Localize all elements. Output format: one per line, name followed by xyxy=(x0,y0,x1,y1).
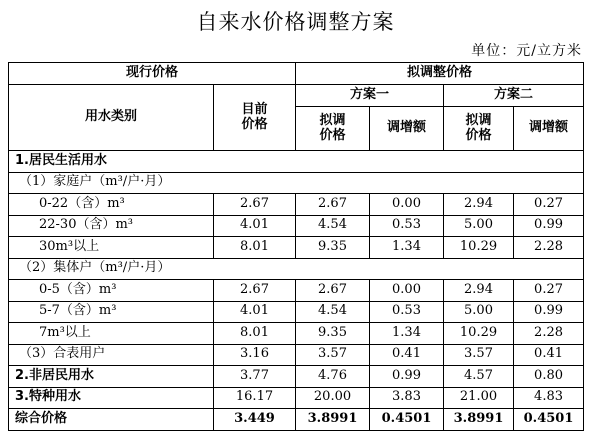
table-row xyxy=(9,366,584,388)
plan1-increase-cell: 1.34 xyxy=(370,237,444,259)
header-plan2-increase: 调增额 xyxy=(514,107,584,151)
plan1-price-cell: 9.35 xyxy=(296,323,370,345)
plan2-increase-cell: 4.83 xyxy=(514,387,584,409)
table-row xyxy=(9,237,584,259)
plan2-increase-cell: 2.28 xyxy=(514,323,584,345)
current-price-cell: 8.01 xyxy=(214,237,296,259)
plan2-price-cell: 3.57 xyxy=(444,344,514,366)
plan1-price-cell: 3.8991 xyxy=(296,409,370,431)
table-row xyxy=(9,280,584,302)
current-price-cell: 3.16 xyxy=(214,344,296,366)
current-price-cell: 2.67 xyxy=(214,194,296,216)
plan1-increase-cell: 0.53 xyxy=(370,301,444,323)
plan1-price-cell: 2.67 xyxy=(296,280,370,302)
header-proposed-price: 拟调整价格 xyxy=(296,63,584,85)
plan2-increase-cell: 0.4501 xyxy=(514,409,584,431)
row-label: 0-22（含）m³ xyxy=(9,194,214,216)
current-price-cell: 8.01 xyxy=(214,323,296,345)
plan2-increase-cell: 0.99 xyxy=(514,301,584,323)
table-row xyxy=(9,194,584,216)
header-plan1: 方案一 xyxy=(296,85,444,107)
plan2-price-cell: 2.94 xyxy=(444,194,514,216)
row-label: （2）集体户（m³/户·月） xyxy=(9,258,584,280)
plan2-price-cell: 3.8991 xyxy=(444,409,514,431)
plan1-price-cell: 2.67 xyxy=(296,194,370,216)
plan1-increase-cell: 0.4501 xyxy=(370,409,444,431)
plan1-price-cell: 9.35 xyxy=(296,237,370,259)
table-row xyxy=(9,387,584,409)
plan2-price-cell: 10.29 xyxy=(444,237,514,259)
row-label: （1）家庭户（m³/户·月） xyxy=(9,172,584,194)
table-row xyxy=(9,409,584,431)
header-current-price: 现行价格 xyxy=(9,63,296,85)
plan2-price-cell: 4.57 xyxy=(444,366,514,388)
table-row xyxy=(9,172,584,194)
plan2-price-cell: 5.00 xyxy=(444,215,514,237)
unit-label: 单位：元/立方米 xyxy=(471,43,582,59)
plan1-increase-cell: 0.41 xyxy=(370,344,444,366)
plan2-increase-cell: 0.27 xyxy=(514,280,584,302)
header-plan1-increase: 调增额 xyxy=(370,107,444,151)
row-label: 30m³以上 xyxy=(9,237,214,259)
table-row xyxy=(9,215,584,237)
row-label: （3）合表用户 xyxy=(9,344,214,366)
plan2-increase-cell: 0.80 xyxy=(514,366,584,388)
plan1-price-cell: 4.76 xyxy=(296,366,370,388)
row-label: 2.非居民用水 xyxy=(9,366,214,388)
plan2-price-cell: 2.94 xyxy=(444,280,514,302)
header-price-line1: 拟调 xyxy=(465,112,492,128)
current-price-cell: 2.67 xyxy=(214,280,296,302)
header-plan2: 方案二 xyxy=(444,85,584,107)
plan1-increase-cell: 1.34 xyxy=(370,323,444,345)
plan1-increase-cell: 0.00 xyxy=(370,194,444,216)
table-row xyxy=(9,344,584,366)
current-price-cell: 16.17 xyxy=(214,387,296,409)
plan1-increase-cell: 0.53 xyxy=(370,215,444,237)
header-price-line1: 拟调 xyxy=(319,112,346,128)
plan1-price-cell: 20.00 xyxy=(296,387,370,409)
row-label: 综合价格 xyxy=(9,409,214,431)
current-price-cell: 3.449 xyxy=(214,409,296,431)
header-price-line2: 价格 xyxy=(465,127,492,143)
header-plan1-price xyxy=(296,107,370,151)
price-table xyxy=(8,62,584,431)
row-label: 3.特种用水 xyxy=(9,387,214,409)
header-category: 用水类别 xyxy=(9,85,214,151)
plan2-increase-cell: 0.27 xyxy=(514,194,584,216)
header-current-col xyxy=(214,85,296,151)
plan2-price-cell: 21.00 xyxy=(444,387,514,409)
plan2-increase-cell: 0.41 xyxy=(514,344,584,366)
current-price-cell: 3.77 xyxy=(214,366,296,388)
plan2-price-cell: 5.00 xyxy=(444,301,514,323)
plan2-price-cell: 10.29 xyxy=(444,323,514,345)
plan1-price-cell: 3.57 xyxy=(296,344,370,366)
plan1-increase-cell: 0.00 xyxy=(370,280,444,302)
header-current-line1: 目前 xyxy=(241,101,268,117)
plan1-increase-cell: 3.83 xyxy=(370,387,444,409)
current-price-cell: 4.01 xyxy=(214,301,296,323)
table-row xyxy=(9,301,584,323)
plan1-price-cell: 4.54 xyxy=(296,301,370,323)
document-title: 自来水价格调整方案 xyxy=(196,10,395,34)
table-row xyxy=(9,323,584,345)
plan2-increase-cell: 0.99 xyxy=(514,215,584,237)
row-label: 1.居民生活用水 xyxy=(9,151,584,173)
plan1-increase-cell: 0.99 xyxy=(370,366,444,388)
row-label: 0-5（含）m³ xyxy=(9,280,214,302)
current-price-cell: 4.01 xyxy=(214,215,296,237)
plan2-increase-cell: 2.28 xyxy=(514,237,584,259)
plan1-price-cell: 4.54 xyxy=(296,215,370,237)
row-label: 7m³以上 xyxy=(9,323,214,345)
row-label: 22-30（含）m³ xyxy=(9,215,214,237)
table-row xyxy=(9,151,584,173)
table-row xyxy=(9,258,584,280)
header-current-line2: 价格 xyxy=(241,116,268,132)
row-label: 5-7（含）m³ xyxy=(9,301,214,323)
header-plan2-price xyxy=(444,107,514,151)
header-price-line2: 价格 xyxy=(319,127,346,143)
